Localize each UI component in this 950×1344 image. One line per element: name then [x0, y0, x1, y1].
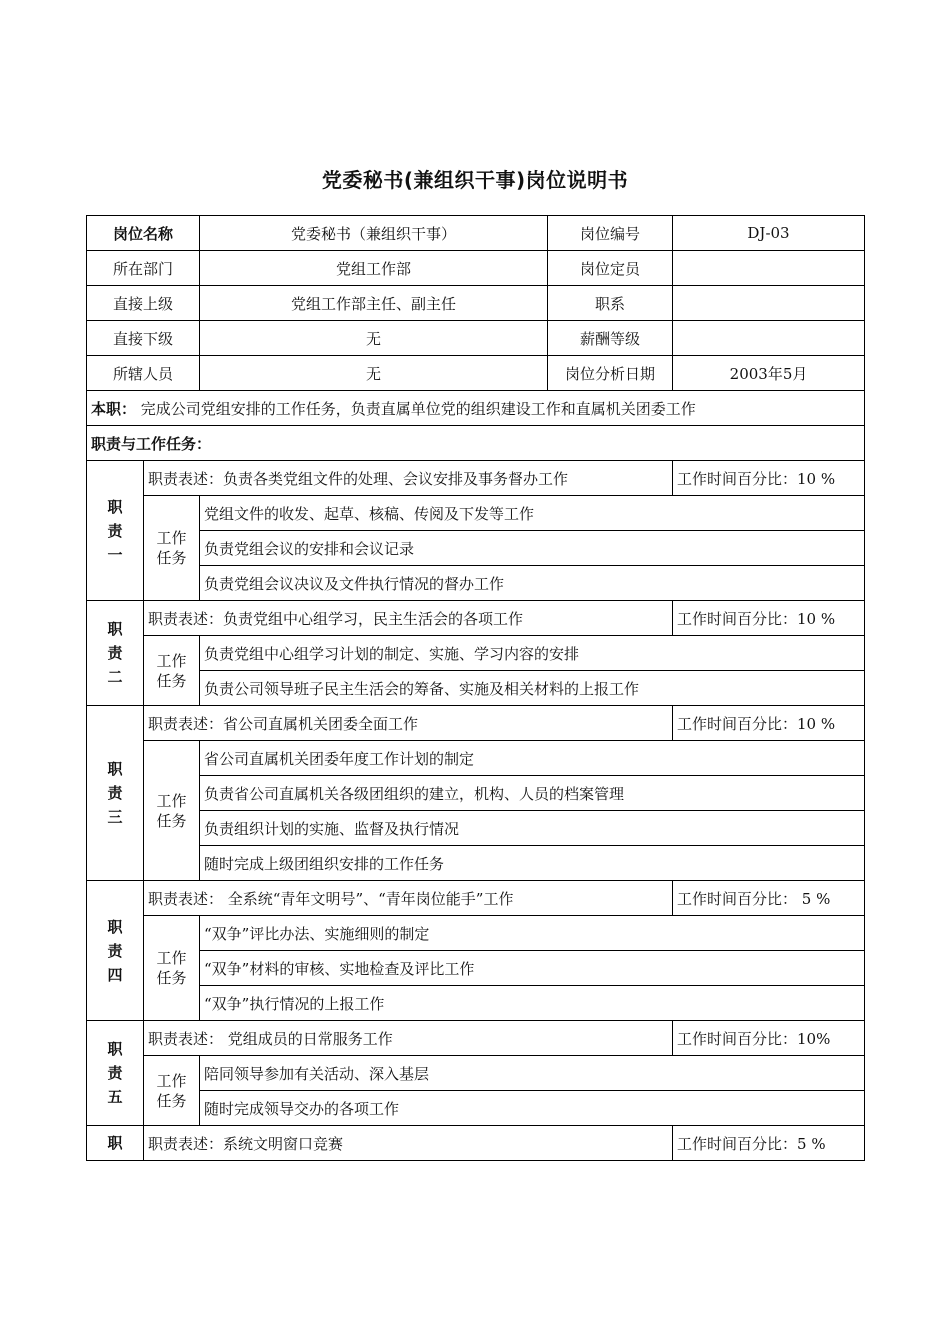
duty-4-task-1: “双争”评比办法、实施细则的制定 [200, 916, 865, 951]
section-header: 职责与工作任务： [87, 426, 865, 461]
info-label-job-family: 职系 [548, 286, 673, 321]
duty-6-desc-row [87, 1126, 865, 1161]
duty-4-task-2: “双争”材料的审核、实地检查及评比工作 [200, 951, 865, 986]
duty-2-desc: 职责表述：负责党组中心组学习，民主生活会的各项工作 [144, 601, 673, 636]
duty-5-label: 职 责 五 [87, 1021, 144, 1126]
info-value-salary-grade [673, 321, 865, 356]
duty-5-desc-row [87, 1021, 865, 1056]
duty-1-desc-row [87, 461, 865, 496]
duty-6-label: 职 [87, 1126, 144, 1161]
info-value-position-code: DJ-03 [673, 216, 865, 251]
duty-2-task-row [87, 671, 865, 706]
duty-5-task-2: 随时完成领导交办的各项工作 [200, 1091, 865, 1126]
duty-3-desc: 职责表述：省公司直属机关团委全面工作 [144, 706, 673, 741]
info-row-department [87, 251, 865, 286]
info-value-position-name: 党委秘书（兼组织干事） [200, 216, 548, 251]
info-label-subordinate: 直接下级 [87, 321, 200, 356]
info-label-department: 所在部门 [87, 251, 200, 286]
info-label-salary-grade: 薪酬等级 [548, 321, 673, 356]
duty-3-task-2: 负责省公司直属机关各级团组织的建立，机构、人员的档案管理 [200, 776, 865, 811]
duty-3-desc-row [87, 706, 865, 741]
duty-1-task-row [87, 496, 865, 531]
info-label-superior: 直接上级 [87, 286, 200, 321]
duty-3-label: 职 责 三 [87, 706, 144, 881]
duty-4-pct: 工作时间百分比： 5 % [673, 881, 865, 916]
info-row-superior [87, 286, 865, 321]
duty-5-pct: 工作时间百分比：10% [673, 1021, 865, 1056]
info-value-department: 党组工作部 [200, 251, 548, 286]
page-title: 党委秘书(兼组织干事)岗位说明书 [321, 168, 629, 192]
duty-2-task-2: 负责公司领导班子民主生活会的筹备、实施及相关材料的上报工作 [200, 671, 865, 706]
duty-3-task-row [87, 846, 865, 881]
duty-1-task-row [87, 566, 865, 601]
duty-2-label: 职 责 二 [87, 601, 144, 706]
duty-3-task-1: 省公司直属机关团委年度工作计划的制定 [200, 741, 865, 776]
duty-3-task-row [87, 811, 865, 846]
duty-2-pct: 工作时间百分比：10 % [673, 601, 865, 636]
info-label-headcount: 岗位定员 [548, 251, 673, 286]
duty-1-task-label: 工作 任务 [144, 496, 200, 601]
duty-4-desc-row [87, 881, 865, 916]
duty-3-pct: 工作时间百分比：10 % [673, 706, 865, 741]
info-value-superior: 党组工作部主任、副主任 [200, 286, 548, 321]
duty-1-pct: 工作时间百分比：10 % [673, 461, 865, 496]
job-description-table [86, 215, 865, 1161]
duty-3-task-row [87, 741, 865, 776]
benzhi-text: 完成公司党组安排的工作任务，负责直属单位党的组织建设工作和直属机关团委工作 [140, 399, 696, 418]
info-label-analysis-date: 岗位分析日期 [548, 356, 673, 391]
section-header-row [87, 426, 865, 461]
duty-3-task-row [87, 776, 865, 811]
info-row-subordinate [87, 321, 865, 356]
duty-3-task-4: 随时完成上级团组织安排的工作任务 [200, 846, 865, 881]
duty-2-task-row [87, 636, 865, 671]
duty-1-task-2: 负责党组会议的安排和会议记录 [200, 531, 865, 566]
info-value-job-family [673, 286, 865, 321]
duty-3-task-label: 工作 任务 [144, 741, 200, 881]
info-label-position-code: 岗位编号 [548, 216, 673, 251]
benzhi-label: 本职： [91, 399, 137, 418]
benzhi-row [87, 391, 865, 426]
duty-4-task-3: “双争”执行情况的上报工作 [200, 986, 865, 1021]
duty-1-label: 职 责 一 [87, 461, 144, 601]
duty-4-task-label: 工作 任务 [144, 916, 200, 1021]
duty-4-task-row [87, 986, 865, 1021]
duty-5-task-row [87, 1091, 865, 1126]
duty-1-task-1: 党组文件的收发、起草、核稿、传阅及下发等工作 [200, 496, 865, 531]
duty-3-task-3: 负责组织计划的实施、监督及执行情况 [200, 811, 865, 846]
duty-5-task-1: 陪同领导参加有关活动、深入基层 [200, 1056, 865, 1091]
duty-5-task-row [87, 1056, 865, 1091]
duty-2-task-1: 负责党组中心组学习计划的制定、实施、学习内容的安排 [200, 636, 865, 671]
info-label-staff: 所辖人员 [87, 356, 200, 391]
duty-1-task-row [87, 531, 865, 566]
info-row-position [87, 216, 865, 251]
duty-2-desc-row [87, 601, 865, 636]
duty-1-desc: 职责表述：负责各类党组文件的处理、会议安排及事务督办工作 [144, 461, 673, 496]
duty-2-task-label: 工作 任务 [144, 636, 200, 706]
duty-5-task-label: 工作 任务 [144, 1056, 200, 1126]
benzhi-cell [87, 391, 865, 426]
info-value-headcount [673, 251, 865, 286]
duty-4-task-row [87, 916, 865, 951]
info-value-staff: 无 [200, 356, 548, 391]
duty-5-desc: 职责表述： 党组成员的日常服务工作 [144, 1021, 673, 1056]
duty-1-task-3: 负责党组会议决议及文件执行情况的督办工作 [200, 566, 865, 601]
duty-6-pct: 工作时间百分比：5 % [673, 1126, 865, 1161]
duty-4-desc: 职责表述： 全系统“青年文明号”、“青年岗位能手”工作 [144, 881, 673, 916]
duty-4-task-row [87, 951, 865, 986]
duty-4-label: 职 责 四 [87, 881, 144, 1021]
info-value-analysis-date: 2003年5月 [673, 356, 865, 391]
duty-6-desc: 职责表述：系统文明窗口竞赛 [144, 1126, 673, 1161]
info-value-subordinate: 无 [200, 321, 548, 356]
info-label-position-name: 岗位名称 [87, 216, 200, 251]
info-row-staff [87, 356, 865, 391]
